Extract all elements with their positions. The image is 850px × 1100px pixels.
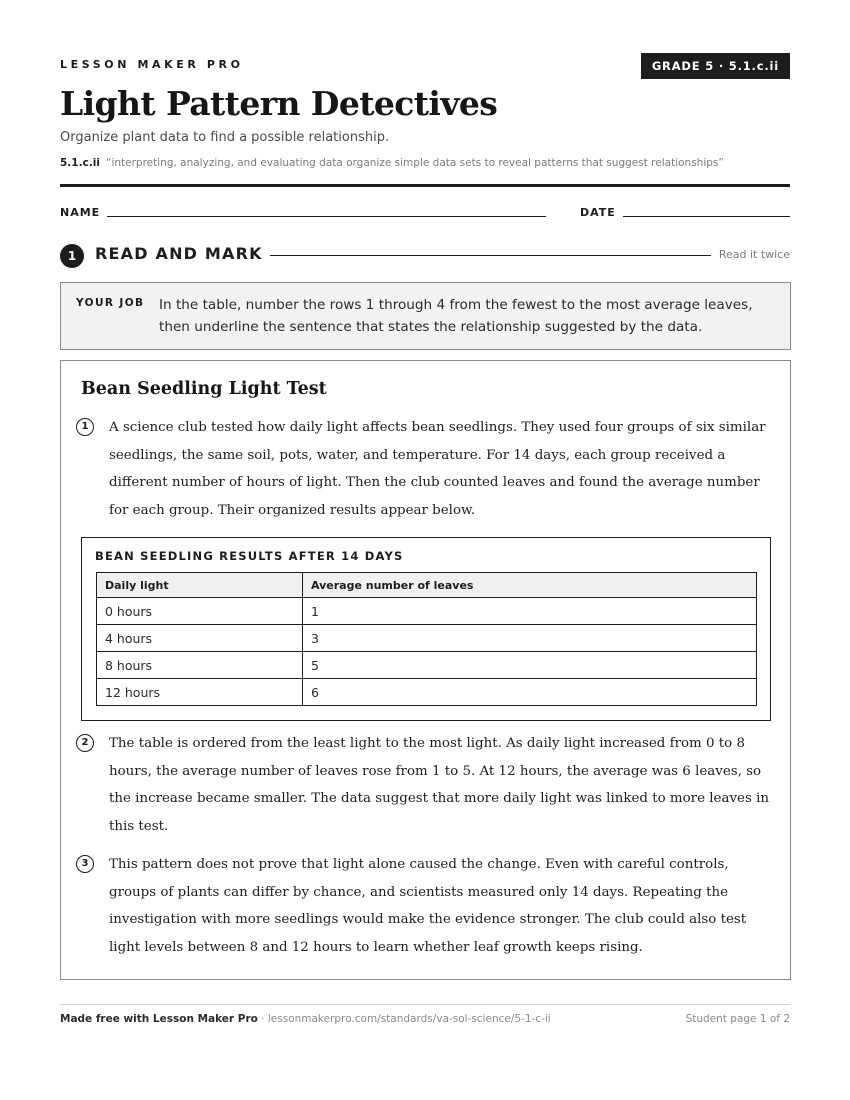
page-subtitle: Organize plant data to find a possible relationship. [60,130,390,145]
footer-credit [60,1013,551,1025]
header-divider [60,184,790,187]
section-number-badge: 1 [60,244,84,268]
table-row[interactable] [97,598,757,625]
table-row[interactable] [97,679,757,706]
table-cell: 6 [303,679,757,706]
data-table [96,572,757,706]
name-field[interactable] [107,216,546,217]
standard-text: “interpreting, analyzing, and evaluating data organize simple data sets to reveal patterns that suggest relationships” [106,157,724,169]
name-label: NAME [60,206,101,219]
footer-made-with: Made free with Lesson Maker Pro [60,1013,258,1025]
standard-line [60,157,724,169]
footer-divider [60,1004,790,1005]
table-cell: 0 hours [97,598,303,625]
job-instructions: In the table, number the rows 1 through 4 from the fewest to the most average leaves, then underline the sentence that states the relationship suggested by the data. [159,297,753,335]
section-title: READ AND MARK [95,244,263,263]
footer-url[interactable]: lessonmakerpro.com/standards/va-sol-science/5-1-c-ii [267,1013,551,1025]
footer-separator: · [257,1013,268,1025]
data-table-card [81,537,771,721]
column-header: Average number of leaves [303,573,757,598]
section-divider [270,255,711,256]
paragraph-text: A science club tested how daily light affects bean seedlings. They used four groups of six similar seedlings, the same soil, pots, water, and temperature. For 14 days, each group received a different number of hours of light. Then the club counted leaves and found the average number for each group. Their organized results appear below. [109,420,766,518]
grade-badge: GRADE 5 · 5.1.c.ii [641,53,790,79]
reading-passage [60,360,791,980]
job-box [60,282,791,350]
paragraph-number: 2 [76,734,94,752]
date-field[interactable] [623,216,790,217]
table-header-row [97,573,757,598]
brand-name: LESSON MAKER PRO [60,58,244,71]
table-cell: 12 hours [97,679,303,706]
table-cell: 8 hours [97,652,303,679]
table-row[interactable] [97,625,757,652]
page-title: Light Pattern Detectives [60,84,498,123]
paragraph-number: 1 [76,418,94,436]
paragraph-text: This pattern does not prove that light alone caused the change. Even with careful controls, groups of plants can differ by chance, and scientists measured only 14 days. Repeating the investigation with more seedlings would make the evidence stronger. The club could also test light levels between 8 and 12 hours to learn whether leaf growth keeps rising. [109,857,747,955]
table-cell: 5 [303,652,757,679]
section-note: Read it twice [718,248,790,261]
table-cell: 4 hours [97,625,303,652]
data-table-title: BEAN SEEDLING RESULTS AFTER 14 DAYS [95,549,404,563]
table-cell: 1 [303,598,757,625]
date-label: DATE [580,206,616,219]
paragraph-number: 3 [76,855,94,873]
reading-title: Bean Seedling Light Test [81,379,327,399]
page-indicator: Student page 1 of 2 [685,1013,790,1025]
job-label: YOUR JOB [76,297,145,309]
table-row[interactable] [97,652,757,679]
paragraph-text: The table is ordered from the least light to the most light. As daily light increased from 0 to 8 hours, the average number of leaves rose from 1 to 5. At 12 hours, the average was 6 leaves, so the increase became smaller. The data suggest that more daily light was linked to more leaves in this test. [109,736,769,834]
column-header: Daily light [97,573,303,598]
standard-code: 5.1.c.ii [60,157,101,169]
table-cell: 3 [303,625,757,652]
